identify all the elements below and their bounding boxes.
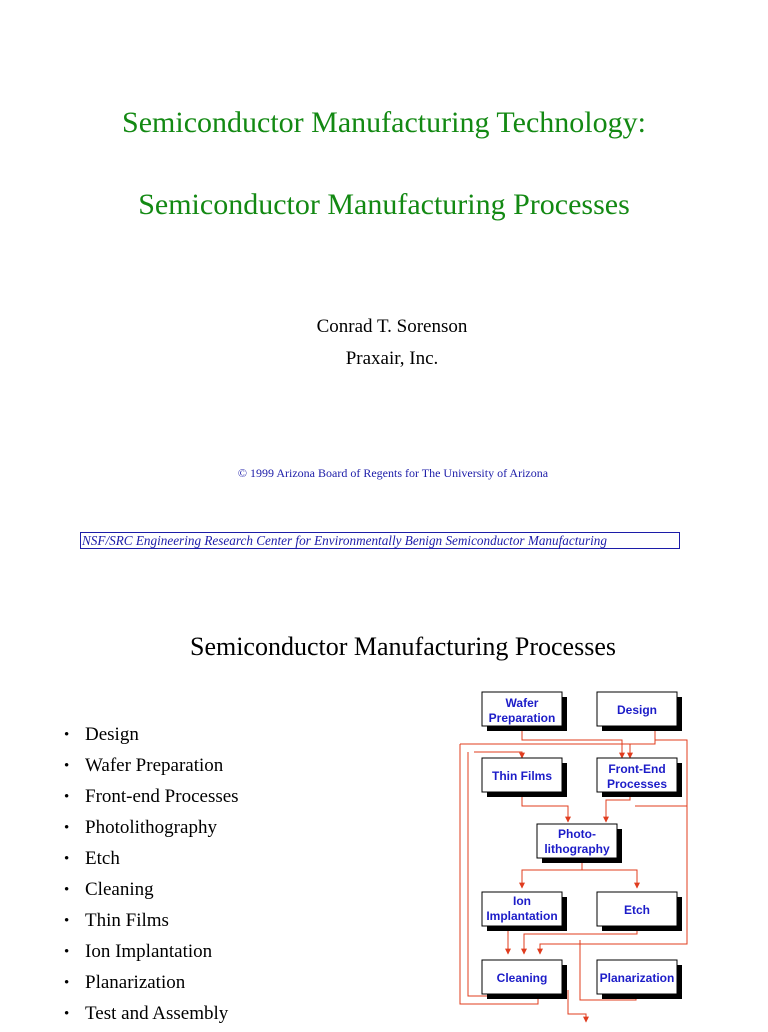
list-item-label: Design: [85, 724, 139, 745]
list-item: [64, 722, 239, 753]
copyright-notice: © 1999 Arizona Board of Regents for The University of Arizona: [237, 466, 549, 480]
node-thin-films: [482, 758, 567, 797]
bullet-icon: •: [64, 1006, 70, 1022]
list-item: [64, 1001, 239, 1032]
list-item-label: Photolithography: [85, 817, 217, 838]
node-planarization: [597, 960, 682, 999]
node-label: Cleaning: [496, 971, 548, 985]
list-item-label: Thin Films: [85, 910, 169, 931]
node-label: Wafer: [505, 696, 539, 710]
node-cleaning: [482, 960, 567, 999]
process-bullet-list: [64, 722, 239, 1032]
node-label: Processes: [606, 777, 668, 791]
list-item: [64, 939, 239, 970]
list-item: [64, 877, 239, 908]
node-label: Front-End: [608, 762, 666, 776]
node-label: Photo-: [558, 827, 596, 841]
list-item: [64, 753, 239, 784]
connector-thinfilms-to-photo: [522, 794, 568, 822]
node-front-end: [597, 758, 682, 797]
bullet-icon: •: [64, 789, 70, 805]
node-label: Planarization: [599, 971, 675, 985]
slide-subtitle: Semiconductor Manufacturing Processes: [138, 188, 630, 221]
list-item: [64, 970, 239, 1001]
list-item: [64, 846, 239, 877]
bullet-icon: •: [64, 758, 70, 774]
slide2-title: Semiconductor Manufacturing Processes: [189, 632, 616, 661]
node-label: lithography: [544, 842, 610, 856]
node-label: Implantation: [486, 909, 558, 923]
node-label: Preparation: [488, 711, 556, 725]
list-item: [64, 908, 239, 939]
list-item-label: Wafer Preparation: [85, 755, 224, 776]
connector-design-to-frontend: [630, 728, 655, 758]
bullet-icon: •: [64, 882, 70, 898]
slide-title: Semiconductor Manufacturing Technology:: [122, 106, 646, 139]
list-item: [64, 784, 239, 815]
bullet-icon: •: [64, 944, 70, 960]
node-etch: [597, 892, 682, 931]
bullet-icon: •: [64, 851, 70, 867]
node-label: Ion: [513, 894, 531, 908]
erc-footer-box: [80, 532, 680, 549]
bullet-icon: •: [64, 820, 70, 836]
list-item-label: Planarization: [85, 972, 186, 993]
list-item-label: Etch: [85, 848, 120, 869]
list-item-label: Front-end Processes: [85, 786, 239, 807]
process-flowchart: [458, 688, 698, 1024]
node-wafer-prep: [482, 692, 567, 731]
connector-frontend-to-photo: [606, 794, 630, 822]
node-design: [597, 692, 682, 731]
connector-to-thinfilms: [474, 752, 522, 758]
list-item-label: Ion Implantation: [85, 941, 213, 962]
node-label: Thin Films: [492, 769, 552, 783]
author-affiliation: Praxair, Inc.: [345, 348, 439, 369]
list-item-label: Cleaning: [85, 879, 154, 900]
erc-footer-text: NSF/SRC Engineering Research Center for Environmentally Benign Semiconductor Manufacturing: [82, 533, 607, 548]
connector-wafer-to-thinfilms: [522, 728, 622, 758]
node-ion-implantation: [482, 892, 567, 931]
list-item-label: Test and Assembly: [85, 1003, 229, 1024]
author-name: Conrad T. Sorenson: [316, 316, 468, 337]
node-label: Design: [616, 703, 658, 717]
node-label: Etch: [623, 903, 651, 917]
bullet-icon: •: [64, 975, 70, 991]
node-photolithography: [537, 824, 622, 863]
list-item: [64, 815, 239, 846]
connector-to-test: [568, 990, 586, 1022]
bullet-icon: •: [64, 913, 70, 929]
bullet-icon: •: [64, 727, 70, 743]
